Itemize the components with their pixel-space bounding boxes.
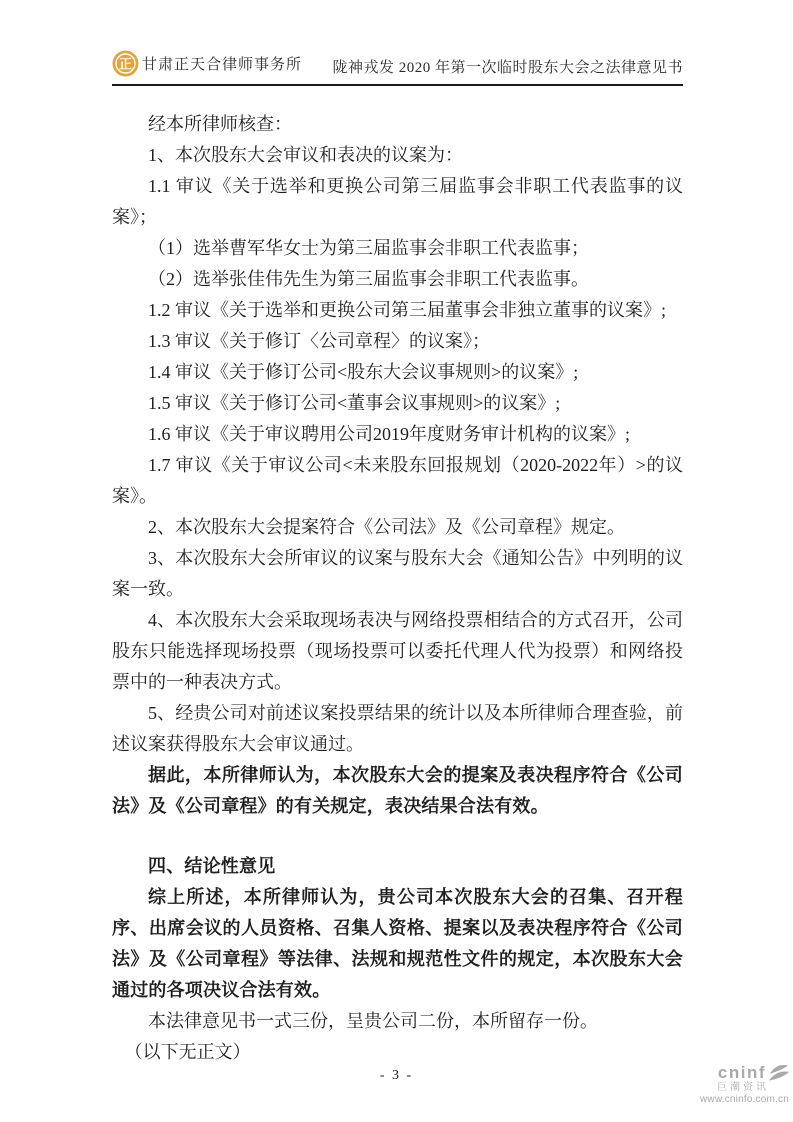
body-paragraph-12: 2、本次股东大会提案符合《公司法》及《公司章程》规定。 [148,517,625,537]
law-firm-logo-icon [112,50,139,77]
cninfo-watermark [679,1064,789,1105]
body-paragraph-5: （2）选举张佳伟先生为第三届监事会非职工代表监事。 [148,269,589,289]
page-header [112,0,683,86]
cninfo-swirl-icon [768,1064,789,1082]
body-paragraph-11: 1.7 审议《关于审议公司<未来股东回报规划（2020-2022年）>的议案》。 [112,455,683,506]
page-number: - 3 - [379,1068,414,1083]
svg-text:正: 正 [118,56,133,72]
body-paragraph-19: 本法律意见书一式三份，呈贵公司二份，本所留存一份。 [148,1011,598,1031]
body-paragraph-1: 经本所律师核查： [148,114,292,134]
body-paragraph-2: 1、本次股东大会审议和表决的议案为： [148,145,463,165]
document-title: 陇神戎发 2020 年第一次临时股东大会之法律意见书 [332,60,683,76]
body-paragraph-7: 1.3 审议《关于修订〈公司章程〉的议案》； [148,331,490,351]
body-paragraph-4: （1）选举曹军华女士为第三届监事会非职工代表监事； [148,238,589,258]
body-paragraph-6: 1.2 审议《关于选举和更换公司第三届董事会非独立董事的议案》; [148,300,666,320]
cninfo-logo-text: cninf [717,1063,766,1083]
body-paragraph-10: 1.6 审议《关于审议聘用公司2019年度财务审计机构的议案》; [148,424,630,444]
cninfo-url: www.cninfo.com.cn [700,1093,789,1105]
body-paragraph-13: 3、本次股东大会所审议的议案与股东大会《通知公告》中列明的议案一致。 [112,548,683,599]
cninfo-cn-name: 巨潮资讯 [717,1082,769,1093]
body-paragraph-17: 四、结论性意见 [148,856,276,876]
body-paragraph-14: 4、本次股东大会采取现场表决与网络投票相结合的方式召开，公司股东只能选择现场投票（现场投票可以委托代理人代为投票）和网络投票中的一种表决方式。 [112,610,683,692]
body-paragraph-8: 1.4 审议《关于修订公司<股东大会议事规则>的议案》; [148,362,579,382]
body-paragraph-20: （以下无正文） [124,1042,251,1062]
body-paragraph-16: 据此，本所律师认为，本次股东大会的提案及表决程序符合《公司法》及《公司章程》的有关规定，表决结果合法有效。 [112,765,683,816]
header-left [112,50,302,77]
body-paragraph-3: 1.1 审议《关于选举和更换公司第三届监事会非职工代表监事的议案》； [112,176,683,227]
body-paragraph-9: 1.5 审议《关于修订公司<董事会议事规则>的议案》; [148,393,561,413]
document-body [112,109,683,1068]
body-paragraph-15: 5、经贵公司对前述议案投票结果的统计以及本所律师合理查验，前述议案获得股东大会审议通过。 [112,703,683,754]
body-paragraph-18: 综上所述，本所律师认为，贵公司本次股东大会的召集、召开程序、出席会议的人员资格、召集人资格、提案以及表决程序符合《公司法》及《公司章程》等法律、法规和规范性文件的规定，本次股东大会通过的各项决议合法有效。 [112,887,683,1000]
cninfo-brand-row [679,1064,789,1082]
law-firm-name: 甘肃正天合律师事务所 [142,57,303,73]
